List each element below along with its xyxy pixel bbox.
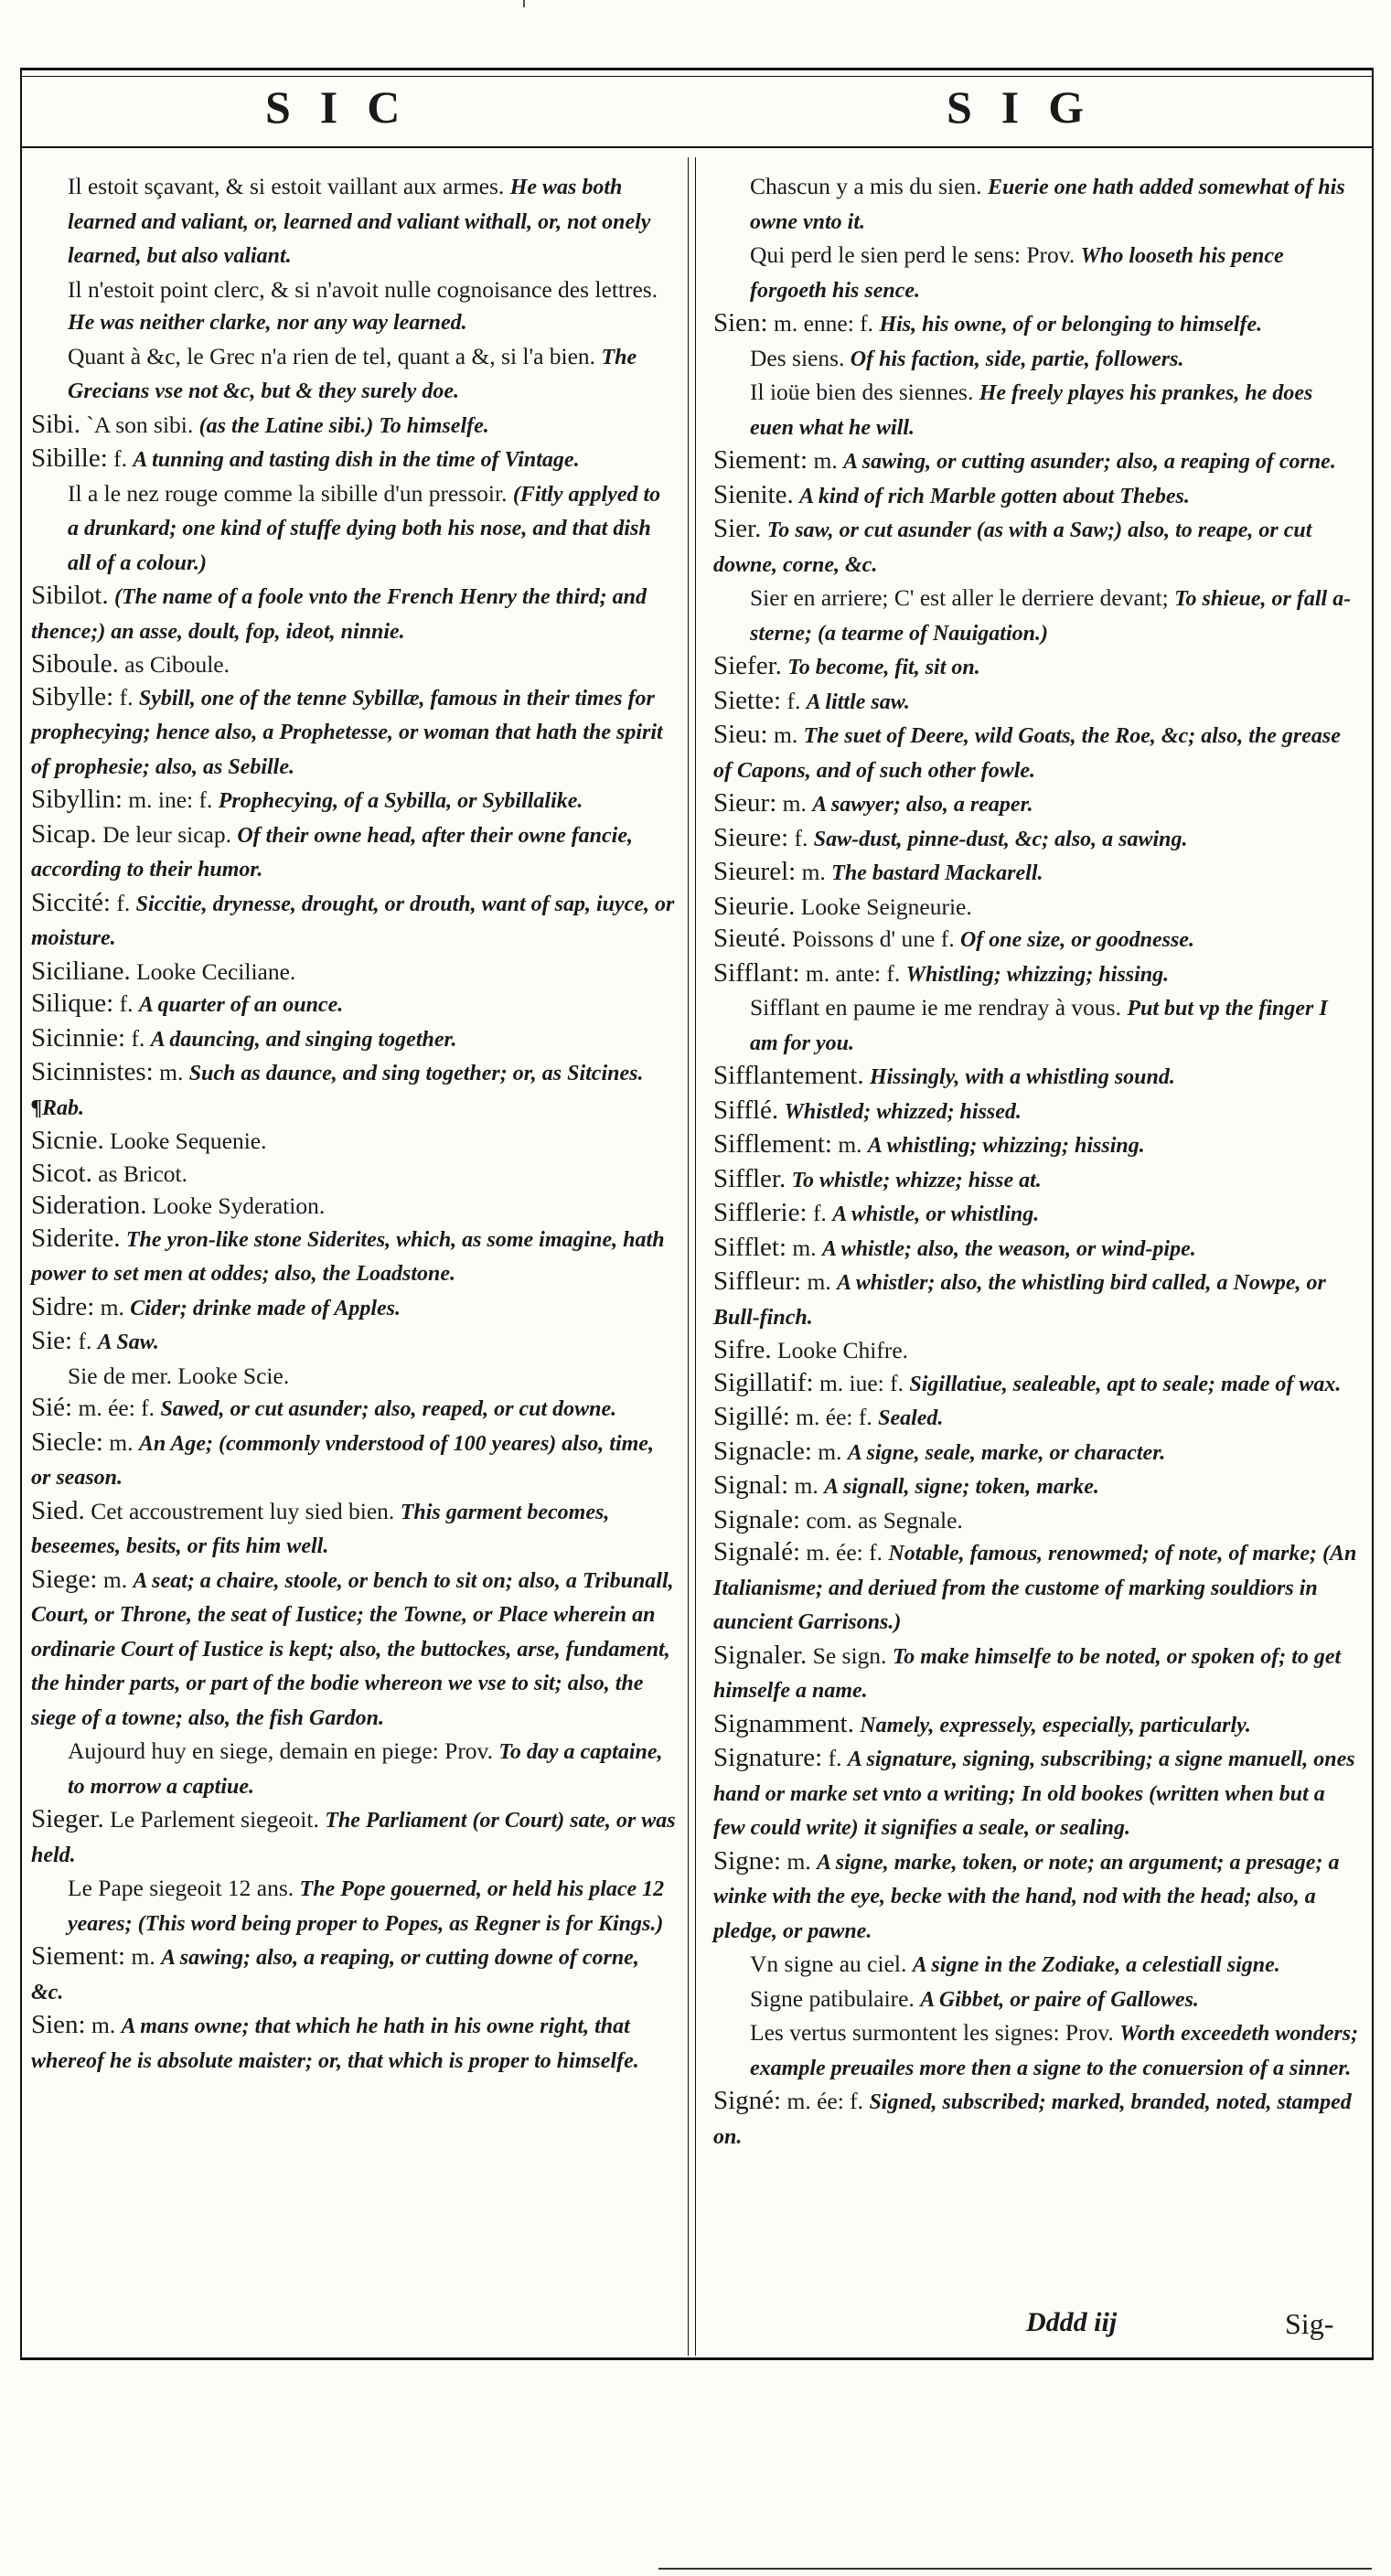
dictionary-entry	[713, 342, 1359, 377]
entry-english-gloss: A quarter of an ounce.	[138, 993, 344, 1017]
dictionary-entry	[713, 444, 1359, 479]
entry-french-text: f.	[828, 1745, 842, 1771]
entry-headword: Sidre:	[31, 1291, 95, 1321]
entry-english-gloss: A little saw.	[806, 689, 910, 714]
dictionary-entry	[31, 170, 677, 273]
entry-french-text: m.	[100, 1293, 124, 1320]
entry-french-text: f.	[812, 1200, 827, 1226]
entry-french-text: `A son sibi.	[86, 411, 194, 438]
entry-french-text: m.	[782, 790, 807, 817]
running-head-left: SIC	[265, 81, 430, 133]
entry-headword: Sifflantement.	[713, 1061, 864, 1090]
dictionary-entry	[31, 784, 677, 818]
entry-headword: Sideration.	[31, 1191, 147, 1220]
entry-english-gloss: This garment becomes, beseemes, besits, or fits him well.	[31, 1500, 610, 1558]
entry-headword: Sieu:	[713, 720, 768, 749]
entry-french-text: Qui perd le sien perd le sens: Prov.	[750, 241, 1075, 268]
dictionary-entry	[31, 273, 677, 340]
entry-headword: Sieuté.	[713, 924, 786, 953]
dictionary-entry	[713, 1436, 1359, 1470]
entry-english-gloss: (Fitly applyed to a drunkard; one kind of stuffe dying both his nose, and that dish all of a colour.)	[68, 482, 661, 575]
entry-french-text: Le Parlement siegeoit.	[110, 1806, 319, 1833]
entry-french-text: m. iue: f.	[819, 1369, 904, 1396]
entry-french-text: Sie de mer. Looke Scie.	[68, 1362, 290, 1389]
entry-headword: Signamment.	[713, 1708, 854, 1738]
dictionary-entry	[31, 1872, 677, 1940]
dictionary-entry	[31, 580, 677, 648]
entry-headword: Sien:	[713, 308, 768, 337]
entry-headword: Sier.	[713, 514, 762, 543]
entry-headword: Siege:	[31, 1564, 98, 1594]
entry-english-gloss: A kind of rich Marble gotten about Thebes.	[799, 484, 1190, 508]
entry-french-text: f.	[119, 990, 134, 1017]
dictionary-entry	[713, 1197, 1359, 1232]
dictionary-entry	[713, 1095, 1359, 1129]
dictionary-entry	[31, 1190, 677, 1223]
entry-headword: Signacle:	[713, 1436, 812, 1466]
entry-english-gloss: A Saw.	[97, 1331, 159, 1354]
entry-english-gloss: Such as daunce, and sing together; or, as Sitcines. ¶Rab.	[31, 1062, 644, 1120]
dictionary-entry	[31, 1158, 677, 1191]
entry-french-text: m. ine: f.	[128, 786, 213, 813]
frame-top-rule	[20, 68, 1374, 70]
entry-french-text: m. ée: f.	[78, 1395, 155, 1421]
entry-headword: Siffleur:	[713, 1267, 802, 1296]
entry-headword: Signature:	[713, 1743, 823, 1772]
entry-french-text: as Ciboule.	[124, 651, 230, 678]
entry-english-gloss: The yron-like stone Siderites, which, as some imagine, hath power to set men at oddes; also, the Loadstone.	[31, 1227, 665, 1286]
dictionary-entry	[31, 1392, 677, 1427]
header-rule	[20, 146, 1374, 148]
entry-french-text: Signe patibulaire.	[750, 1984, 915, 2012]
dictionary-entry	[713, 2016, 1359, 2085]
entry-french-text: Se sign.	[812, 1641, 887, 1669]
entry-headword: Siecle:	[31, 1427, 103, 1457]
dictionary-entry	[713, 479, 1359, 514]
entry-french-text: Des siens.	[750, 344, 845, 371]
entry-english-gloss: Namely, expressely, especially, particularly.	[860, 1713, 1251, 1737]
dictionary-entry	[31, 681, 677, 785]
dictionary-entry	[713, 650, 1359, 685]
dictionary-entry	[713, 376, 1359, 444]
entry-french-text: Il estoit sçavant, & si estoit vaillant aux armes.	[68, 173, 505, 199]
entry-english-gloss: To make himselfe to be noted, or spoken of; to get himselfe a name.	[713, 1644, 1342, 1703]
entry-headword: Sicnie.	[31, 1126, 104, 1155]
dictionary-entry	[31, 443, 677, 477]
entry-english-gloss: Cider; drinke made of Apples.	[130, 1296, 401, 1320]
entry-headword: Sieger.	[31, 1804, 104, 1833]
entry-french-text: f.	[786, 687, 801, 714]
entry-english-gloss: To become, fit, sit on.	[787, 656, 980, 679]
entry-headword: Signaler.	[713, 1640, 808, 1670]
dictionary-entry	[31, 1022, 677, 1057]
dictionary-entry	[713, 1742, 1359, 1845]
dictionary-entry	[713, 1266, 1359, 1334]
entry-french-text: Cet accoustrement luy sied bien.	[91, 1497, 395, 1524]
entry-french-text: m.	[818, 1438, 842, 1465]
dictionary-entry	[713, 685, 1359, 720]
entry-french-text: m.	[102, 1566, 128, 1593]
entry-headword: Siement:	[31, 1941, 126, 1971]
entry-english-gloss: Put but vp the finger I am for you.	[750, 997, 1328, 1055]
dictionary-entry	[31, 988, 677, 1022]
entry-english-gloss: Hissingly, with a whistling sound.	[869, 1065, 1175, 1089]
top-mark	[523, 0, 525, 7]
entry-english-gloss: A tunning and tasting dish in the time of Vintage.	[133, 448, 580, 472]
frame-left-rule	[20, 68, 22, 2359]
entry-headword: Sieurel:	[713, 857, 797, 886]
entry-headword: Siette:	[713, 685, 782, 715]
frame-top-rule-inner	[20, 76, 1374, 77]
entry-english-gloss: A signall, signe; token, marke.	[824, 1475, 1099, 1499]
entry-english-gloss: Sigillatiue, sealeable, apt to seale; made of wax.	[909, 1372, 1342, 1396]
entry-french-text: Looke Seigneurie.	[800, 893, 972, 920]
entry-english-gloss: He was both learned and valiant, or, learned and valiant withall, or, not onely learned, but also valiant.	[68, 176, 651, 268]
entry-headword: Sifflé.	[713, 1095, 779, 1125]
entry-english-gloss: A whistle; also, the weason, or wind-pipe.	[822, 1236, 1196, 1261]
entry-headword: Silique:	[31, 989, 114, 1018]
entry-english-gloss: A seat; a chaire, stoole, or bench to sit on; also, a Tribunall, Court, or Throne, the seat of Iustice; the Towne, or Place wherein an ordinarie Court of Iustice is kept; also, the buttockes, arse, fundament, the hinder parts, or part of the bodie whereon we vse to sit; also, the siege of a towne; also, the fish Gardon.	[31, 1568, 674, 1730]
entry-headword: Sienite.	[713, 479, 794, 509]
dictionary-entry	[713, 1536, 1359, 1640]
entry-french-text: Vn signe au ciel.	[750, 1951, 907, 1977]
entry-headword: Sibi.	[31, 409, 80, 439]
entry-french-text: m.	[807, 1268, 831, 1295]
entry-french-text: m.	[794, 1472, 819, 1499]
entry-headword: Sied.	[31, 1495, 85, 1525]
entry-english-gloss: Sawed, or cut asunder; also, reaped, or cut downe.	[160, 1397, 617, 1421]
entry-english-gloss: The bastard Mackarell.	[831, 861, 1043, 885]
entry-headword: Signal:	[713, 1470, 789, 1500]
dictionary-entry	[713, 1708, 1359, 1743]
entry-english-gloss: (as the Latine sibi.) To himselfe.	[198, 413, 489, 438]
entry-headword: Sieurie.	[713, 891, 796, 921]
dictionary-entry	[713, 991, 1359, 1060]
entry-french-text: f.	[78, 1328, 92, 1354]
entry-french-text: Sier en arriere; C' est aller le derriere devant;	[750, 584, 1169, 611]
entry-english-gloss: Whistled; whizzed; hissed.	[784, 1099, 1022, 1124]
entry-english-gloss: To day a captaine, to morrow a captiue.	[68, 1740, 663, 1799]
catchword: Sig-	[1285, 2307, 1334, 2340]
entry-french-text: com. as Segnale.	[806, 1506, 963, 1534]
dictionary-entry	[713, 787, 1359, 822]
dictionary-entry	[31, 887, 677, 956]
dictionary-entry	[31, 818, 677, 887]
column-divider	[688, 157, 689, 2356]
entry-english-gloss: A whistling; whizzing; hissing.	[867, 1134, 1145, 1158]
entry-french-text: m.	[131, 1943, 155, 1970]
entry-french-text: m.	[792, 1234, 817, 1261]
entry-headword: Signé:	[713, 2086, 782, 2115]
entry-headword: Sifre.	[713, 1335, 772, 1364]
dictionary-entry	[31, 1360, 677, 1393]
entry-english-gloss: Siccitie, drynesse, drought, or drouth, want of sap, iuyce, or moisture.	[31, 892, 675, 950]
entry-french-text: Aujourd huy en siege, demain en piege: Prov.	[68, 1737, 494, 1764]
entry-headword: Signale:	[713, 1504, 801, 1534]
entry-french-text: Looke Syderation.	[152, 1192, 326, 1219]
dictionary-entry	[31, 409, 677, 444]
dictionary-entry	[31, 1125, 677, 1158]
dictionary-entry	[31, 1291, 677, 1326]
dictionary-entry	[713, 719, 1359, 787]
entry-french-text: m.	[801, 859, 826, 885]
dictionary-entry	[713, 239, 1359, 307]
entry-english-gloss: An Age; (commonly vnderstood of 100 yeares) also, time, or season.	[31, 1431, 654, 1490]
entry-french-text: m.	[838, 1131, 862, 1158]
entry-french-text: m. ée: f.	[796, 1404, 872, 1430]
entry-french-text: f.	[119, 683, 134, 711]
dictionary-entry	[713, 1470, 1359, 1504]
entry-english-gloss: Euerie one hath added somewhat of his owne vnto it.	[750, 176, 1345, 234]
dictionary-entry	[713, 1983, 1359, 2017]
column-divider-inner	[695, 157, 696, 2356]
entry-english-gloss: Of their owne head, after their owne fancie, according to their humor.	[31, 823, 633, 882]
entry-english-gloss: A mans owne; that which he hath in his owne right, that whereof he is absolute maister; or, that which is proper to himselfe.	[31, 2015, 639, 2073]
entry-english-gloss: To whistle; whizze; hisse at.	[791, 1168, 1042, 1192]
entry-headword: Sibyllin:	[31, 785, 123, 814]
entry-french-text: f.	[116, 889, 131, 916]
dictionary-entry	[713, 1367, 1359, 1402]
dictionary-entry	[713, 1401, 1359, 1436]
entry-english-gloss: The Pope gouerned, or held his place 12 yeares; (This word being proper to Popes, as Regner is for Kings.)	[68, 1877, 665, 1936]
entry-headword: Siboule.	[31, 649, 119, 679]
entry-headword: Sifflement:	[713, 1129, 832, 1159]
entry-french-text: m. ée: f.	[806, 1539, 883, 1566]
entry-headword: Sicap.	[31, 818, 97, 849]
entry-english-gloss: Whistling; whizzing; hissing.	[905, 962, 1170, 987]
dictionary-entry	[31, 956, 677, 989]
entry-english-gloss: A sawing, or cutting asunder; also, a reaping of corne.	[843, 450, 1336, 474]
entry-french-text: m.	[159, 1059, 184, 1085]
entry-french-text: Le Pape siegeoit 12 ans.	[68, 1875, 294, 1901]
dictionary-entry	[31, 1940, 677, 2009]
dictionary-entry	[713, 2085, 1359, 2154]
dictionary-entry	[713, 1948, 1359, 1983]
running-head-right: SIG	[947, 81, 1114, 133]
entry-french-text: Sifflant en paume ie me rendray à vous.	[750, 994, 1121, 1021]
entry-french-text: Chascun y a mis du sien.	[750, 173, 982, 199]
entry-french-text: Looke Sequenie.	[110, 1128, 267, 1154]
entry-headword: Siement:	[713, 445, 808, 475]
dictionary-entry	[31, 1223, 677, 1291]
dictionary-entry	[31, 1564, 677, 1736]
dictionary-entry	[713, 1060, 1359, 1095]
dictionary-entry	[713, 1128, 1359, 1163]
entry-english-gloss: Sybill, one of the tenne Sybillæ, famous in their times for prophecying; hence also, a Prophetesse, or woman that hath the spirit of prophesie; also, as Sebille.	[31, 686, 663, 779]
entry-headword: Sien:	[31, 2010, 86, 2039]
entry-english-gloss: To saw, or cut asunder (as with a Saw;) also, to reape, or cut downe, corne, &c.	[713, 518, 1312, 577]
entry-english-gloss: (The name of a foole vnto the French Henry the third; and thence;) an asse, doult, fop, ideot, ninnie.	[31, 585, 647, 644]
entry-english-gloss: A signature, signing, subscribing; a signe manuell, ones hand or marke set vnto a writing; In old bookes (written when but a few could write) it signifies a seale, or sealing.	[713, 1748, 1355, 1840]
entry-headword: Siderite.	[31, 1223, 121, 1253]
dictionary-entry	[713, 856, 1359, 891]
entry-english-gloss: The Parliament (or Court) sate, or was held.	[31, 1809, 676, 1867]
entry-french-text: m.	[813, 447, 838, 474]
entry-headword: Sibille:	[31, 444, 108, 473]
entry-french-text: m.	[109, 1428, 134, 1456]
frame-right-rule	[1372, 68, 1374, 2359]
dictionary-entry	[31, 1427, 677, 1495]
entry-headword: Sieure:	[713, 822, 789, 852]
dictionary-entry	[713, 1504, 1359, 1537]
entry-english-gloss: A whistler; also, the whistling bird called, a Nowpe, or Bull-finch.	[713, 1271, 1326, 1330]
entry-headword: Sifflerie:	[713, 1198, 808, 1227]
bottom-rule	[658, 2568, 1372, 2570]
entry-french-text: m.	[774, 721, 798, 748]
dictionary-entry	[713, 957, 1359, 992]
entry-english-gloss: Sealed.	[878, 1406, 944, 1430]
dictionary-entry	[713, 1334, 1359, 1367]
entry-headword: Signe:	[713, 1845, 782, 1876]
entry-french-text: m. ée: f.	[786, 2088, 864, 2114]
entry-headword: Sibylle:	[31, 681, 114, 711]
dictionary-entry	[31, 1735, 677, 1803]
entry-english-gloss: Signed, subscribed; marked, branded, noted, stamped on.	[713, 2090, 1352, 2149]
entry-english-gloss: A sawyer; also, a reaper.	[812, 793, 1033, 817]
dictionary-entry	[31, 1056, 677, 1125]
entry-headword: Siefer.	[713, 651, 782, 680]
dictionary-entry	[713, 1163, 1359, 1198]
entry-french-text: f.	[794, 824, 808, 851]
dictionary-entry	[31, 477, 677, 581]
entry-headword: Sifflet:	[713, 1232, 787, 1262]
entry-english-gloss: A signe, marke, token, or note; an argument; a presage; a winke with the eye, becke with the hand, nod with the head; also, a pledge, or pawne.	[713, 1850, 1340, 1943]
entry-french-text: Poissons d' une f.	[792, 925, 955, 952]
entry-english-gloss: The Grecians vse not &c, but & they surely doe.	[68, 345, 637, 403]
dictionary-entry	[713, 891, 1359, 924]
entry-english-gloss: Worth exceedeth wonders; example preuailes more then a signe to the conuersion of a sinner.	[750, 2022, 1359, 2080]
entry-french-text: Il ioüe bien des siennes.	[750, 379, 974, 405]
dictionary-entry	[713, 1845, 1359, 1949]
entry-english-gloss: Of his faction, side, partie, followers.	[850, 347, 1184, 371]
entry-english-gloss: A Gibbet, or paire of Gallowes.	[920, 1987, 1199, 2012]
entry-headword: Signalé:	[713, 1537, 801, 1566]
entry-headword: Sieur:	[713, 788, 777, 818]
entry-english-gloss: His, his owne, of or belonging to himselfe.	[879, 313, 1263, 337]
entry-english-gloss: Notable, famous, renowmed; of note, of marke; (An Italianisme; and deriued from the custome of marking souldiors in auncient Garrisons.)	[713, 1542, 1357, 1634]
dictionary-entry	[713, 923, 1359, 957]
left-column	[31, 170, 677, 2078]
dictionary-entry	[31, 1495, 677, 1564]
right-column	[713, 170, 1359, 2154]
entry-headword: Siffler.	[713, 1163, 786, 1193]
dictionary-entry	[31, 2009, 677, 2078]
entry-english-gloss: Saw-dust, pinne-dust, &c; also, a sawing.	[813, 827, 1188, 851]
entry-french-text: f.	[131, 1024, 145, 1052]
entry-english-gloss: A signe in the Zodiake, a celestiall signe.	[912, 1953, 1280, 1977]
dictionary-entry	[31, 1803, 677, 1872]
entry-french-text: De leur sicap.	[102, 820, 231, 848]
entry-headword: Sié:	[31, 1393, 73, 1422]
entry-english-gloss: Of one size, or goodnesse.	[959, 928, 1194, 952]
entry-french-text: Quant à &c, le Grec n'a rien de tel, quant a &, si l'a bien.	[68, 342, 596, 369]
entry-english-gloss: A dauncing, and singing together.	[150, 1027, 457, 1052]
dictionary-entry	[713, 822, 1359, 857]
entry-headword: Sifflant:	[713, 957, 800, 988]
entry-english-gloss: He freely playes his prankes, he does euen what he will.	[750, 381, 1313, 440]
entry-headword: Sicinnistes:	[31, 1057, 154, 1086]
dictionary-entry	[31, 1325, 677, 1360]
entry-french-text: m.	[786, 1847, 811, 1875]
entry-headword: Sicinnie:	[31, 1022, 126, 1053]
entry-english-gloss: Who looseth his pence forgoeth his sence.	[750, 244, 1284, 303]
entry-english-gloss: To shieue, or fall a-sterne; (a tearme of Nauigation.)	[750, 587, 1352, 646]
entry-english-gloss: The suet of Deere, wild Goats, the Roe, &c; also, the grease of Capons, and of such other fowle.	[713, 724, 1341, 783]
dictionary-entry	[713, 307, 1359, 342]
dictionary-entry	[31, 340, 677, 409]
dictionary-entry	[713, 170, 1359, 239]
entry-french-text: Il a le nez rouge comme la sibille d'un pressoir.	[68, 479, 508, 507]
entry-french-text: Les vertus surmontent les signes: Prov.	[750, 2019, 1114, 2046]
entry-french-text: Il n'estoit point clerc, & si n'avoit nulle cognoisance des lettres.	[68, 275, 658, 303]
entry-english-gloss: A whistle, or whistling.	[832, 1202, 1040, 1226]
dictionary-entry	[713, 513, 1359, 582]
entry-headword: Siccité:	[31, 887, 111, 917]
entry-headword: Sigillatif:	[713, 1367, 814, 1397]
dictionary-entry	[713, 1640, 1359, 1708]
entry-english-gloss: He was neither clarke, nor any way learned.	[68, 311, 467, 335]
entry-english-gloss: A signe, seale, marke, or character.	[847, 1440, 1166, 1465]
entry-french-text: Looke Chifre.	[777, 1337, 909, 1363]
entry-headword: Sigillé:	[713, 1402, 790, 1431]
dictionary-entry	[31, 648, 677, 681]
frame-bottom-rule	[20, 2357, 1374, 2360]
entry-french-text: as Bricot.	[98, 1160, 187, 1187]
entry-french-text: m.	[91, 2012, 116, 2038]
entry-headword: Sicot.	[31, 1158, 92, 1188]
entry-french-text: f.	[113, 445, 128, 472]
entry-headword: Sibilot.	[31, 581, 109, 610]
entry-english-gloss: Prophecying, of a Sybilla, or Sybillalike.	[218, 789, 583, 813]
entry-headword: Sie:	[31, 1326, 73, 1355]
entry-french-text: m. enne: f.	[774, 310, 874, 337]
dictionary-entry	[713, 582, 1359, 650]
entry-english-gloss: A sawing; also, a reaping, or cutting downe of corne, &c.	[31, 1946, 639, 2004]
entry-french-text: Looke Ceciliane.	[136, 957, 296, 985]
signature-mark: Dddd iij	[1026, 2307, 1118, 2337]
entry-headword: Siciliane.	[31, 956, 131, 986]
dictionary-entry	[713, 1232, 1359, 1267]
entry-french-text: m. ante: f.	[805, 959, 901, 987]
